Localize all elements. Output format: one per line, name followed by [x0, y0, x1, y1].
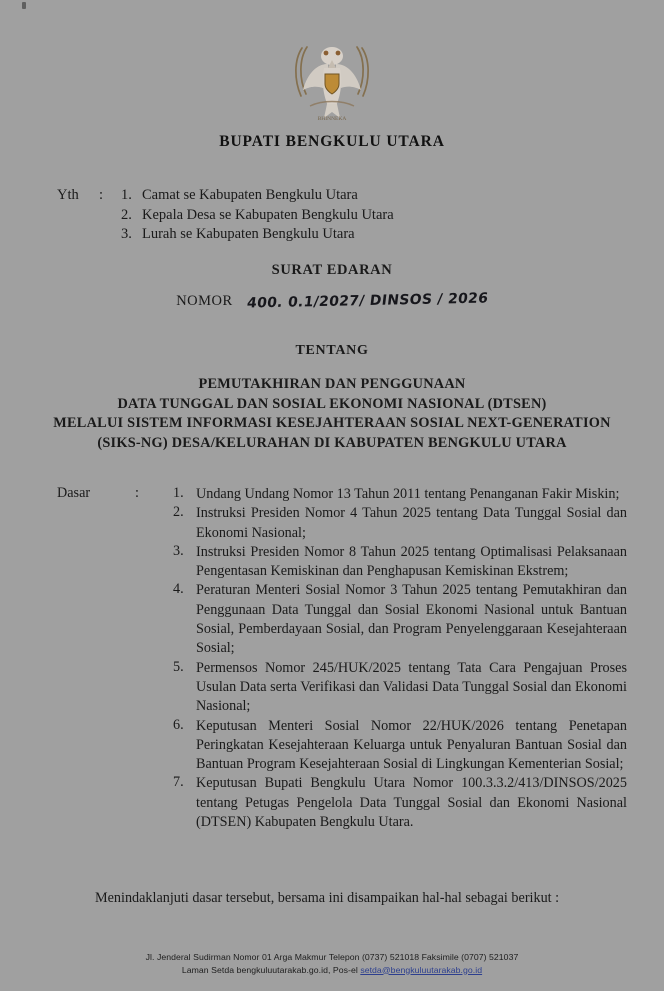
- emblem-container: [0, 34, 664, 126]
- scan-artifact-speck: [22, 2, 26, 9]
- footer-address-line: Jl. Jenderal Sudirman Nomor 01 Arga Makmur Telepon (0737) 521018 Faksimile (0707) 521037: [145, 952, 519, 962]
- legal-basis-item-number: 7.: [173, 774, 184, 791]
- letter-number-line: [0, 290, 664, 312]
- legal-basis-item-text: Permensos Nomor 245/HUK/2025 tentang Tata Cara Pengajuan Proses Usulan Data serta Verifikasi dan Validasi Data Tunggal Sosial dan Ekonomi Nasional;: [196, 659, 627, 715]
- about-label: TENTANG: [295, 343, 369, 358]
- list-item: [173, 581, 627, 658]
- legal-basis-item-text: Peraturan Menteri Sosial Nomor 3 Tahun 2025 tentang Pemutakhiran dan Penggunaan Data Tunggal dan Sosial Ekonomi Nasional untuk Bantuan Sosial, Pemberdayaan Sosial, dan Program Penyelenggaraan Kesejahteraan Sosial;: [196, 582, 627, 657]
- legal-basis-item-text: Instruksi Presiden Nomor 8 Tahun 2025 tentang Optimalisasi Pelaksanaan Pengentasan Kemiskinan dan Penghapusan Kemiskinan Ekstrem;: [196, 543, 627, 580]
- legal-basis-item-text: Keputusan Bupati Bengkulu Utara Nomor 100.3.3.2/413/DINSOS/2025 tentang Petugas Pengelola Data Tunggal Sosial dan Ekonomi Nasional (DTSEN) Kabupaten Bengkulu Utara.: [196, 775, 627, 831]
- list-item: [121, 186, 394, 206]
- subject-line: DATA TUNGGAL DAN SOSIAL EKONOMI NASIONAL (DTSEN): [117, 395, 547, 412]
- legal-basis-item-text: Undang Undang Nomor 13 Tahun 2011 tentang Penanganan Fakir Miskin;: [196, 486, 620, 502]
- list-item: [121, 206, 394, 226]
- list-item: [173, 504, 627, 543]
- list-item: [173, 659, 627, 717]
- legal-basis-item-number: 1.: [173, 485, 184, 501]
- legal-basis-list: [173, 485, 627, 832]
- closing-paragraph: Menindaklanjuti dasar tersebut, bersama ini disampaikan hal-hal sebagai berikut :: [95, 890, 560, 906]
- addressee-block: [57, 186, 577, 245]
- footer-web-prefix: Laman Setda bengkuluutarakab.go.id, Pos-el: [181, 964, 361, 975]
- subject-line: MELALUI SISTEM INFORMASI KESEJAHTERAAN SOSIAL NEXT-GENERATION: [53, 415, 611, 432]
- footer: [0, 951, 664, 976]
- legal-basis-item-number: 5.: [173, 658, 184, 675]
- letter-type-title: SURAT EDARAN: [271, 262, 393, 278]
- list-item: [173, 543, 627, 582]
- legal-basis-item-number: 3.: [173, 542, 184, 559]
- addressee-item-number: 1.: [121, 187, 132, 203]
- list-item: [173, 774, 627, 832]
- legal-basis-item-number: 4.: [173, 581, 184, 598]
- legal-basis-item-text: Instruksi Presiden Nomor 4 Tahun 2025 tentang Data Tunggal Sosial dan Ekonomi Nasional;: [196, 505, 627, 541]
- addressee-item-text: Kepala Desa se Kabupaten Bengkulu Utara: [142, 206, 394, 223]
- legal-basis-block: [57, 485, 627, 832]
- legal-basis-colon: :: [135, 485, 139, 501]
- addressee-item-text: Lurah se Kabupaten Bengkulu Utara: [142, 226, 355, 242]
- addressee-list: [121, 186, 394, 245]
- addressee-item-text: Camat se Kabupaten Bengkulu Utara: [142, 187, 358, 203]
- subject-line: PEMUTAKHIRAN DAN PENGGUNAAN: [198, 376, 466, 392]
- legal-basis-label: Dasar: [57, 485, 91, 501]
- footer-email-link[interactable]: setda@bengkuluutarakab.go.id: [360, 964, 483, 975]
- svg-text:BHINNEKA: BHINNEKA: [317, 116, 347, 122]
- addressee-item-number: 3.: [121, 226, 132, 242]
- institution-title: BUPATI BENGKULU UTARA: [219, 133, 445, 150]
- garuda-pancasila-emblem: [284, 34, 380, 126]
- list-item: [121, 225, 394, 245]
- footer-web-line: [0, 964, 664, 977]
- letter-number-label: NOMOR: [176, 293, 233, 309]
- subject-line: (SIKS-NG) DESA/KELURAHAN DI KABUPATEN BENGKULU UTARA: [97, 434, 567, 451]
- legal-basis-item-text: Keputusan Menteri Sosial Nomor 22/HUK/2026 tentang Penetapan Peringkatan Kesejahteraan Keluarga untuk Penyaluran Bantuan Sosial dan Bantuan Program Kesejahteraan Sosial di Lingkungan Kementerian Sosial;: [196, 717, 627, 773]
- legal-basis-item-number: 6.: [173, 716, 184, 733]
- legal-basis-item-number: 2.: [173, 504, 184, 521]
- letter-subject: [40, 375, 624, 453]
- list-item: [173, 485, 627, 504]
- letter-number-value-handwritten: 400. 0.1/2027/ DINSOS / 2026: [245, 290, 489, 312]
- list-item: [173, 717, 627, 775]
- addressee-colon: :: [99, 187, 104, 203]
- addressee-item-number: 2.: [121, 206, 132, 223]
- addressee-label: Yth: [57, 187, 79, 203]
